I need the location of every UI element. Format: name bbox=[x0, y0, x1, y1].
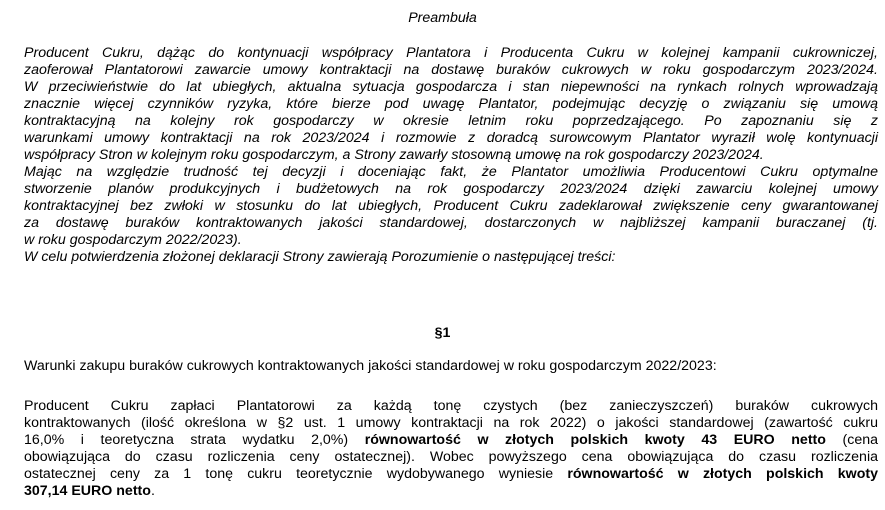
preamble-line: kontraktacyjną na kolejny rok gospodarczy w okresie letnim roku poprzedzającego. Po zapoznaniu się z bbox=[24, 113, 878, 129]
body-text: ostatecznej ceny za 1 tonę cukru teoretycznie wydobywanego wyniesie bbox=[24, 466, 568, 482]
body-line bbox=[24, 483, 155, 500]
preamble-line: Producent Cukru, dążąc do kontynuacji współpracy Plantatora i Producenta Cukru w kolejnej kampanii cukrowniczej, bbox=[24, 45, 878, 61]
preamble-line: stworzenie planów produkcyjnych i budżetowych na rok gospodarczy 2023/2024 dzięki zawarciu kolejnej umowy bbox=[24, 181, 878, 197]
body-text: 16,0% i teoretyczna strata wydatku 2,0%) bbox=[24, 432, 365, 448]
body-text: . bbox=[150, 483, 155, 499]
body-line bbox=[24, 466, 878, 483]
price-bold: równowartość w złotych polskich kwoty 43 EURO netto bbox=[364, 432, 826, 448]
preamble-line: Mając na względzie trudność tej decyzji i doceniając fakt, że Plantator umożliwia Producentowi Cukru optymalne bbox=[24, 164, 878, 180]
body-line: Producent Cukru zapłaci Plantatorowi za każdą tonę czystych (bez zanieczyszczeń) buraków cukrowych bbox=[24, 398, 878, 414]
preamble-line: w roku gospodarczym 2022/2023). bbox=[24, 232, 242, 248]
preamble-line: zaoferował Plantatorowi zawarcie umowy kontraktacji na dostawę buraków cukrowych w roku gospodarczym 2023/2024. bbox=[24, 62, 878, 78]
section-number: §1 bbox=[434, 325, 451, 341]
preamble-line: W przeciwieństwie do lat ubiegłych, aktualna sytuacja gospodarcza i stan niepewności na rynkach rolnych wprowadzają bbox=[24, 79, 878, 95]
body-line bbox=[24, 432, 878, 449]
body-line: kontraktowanych (ilość określona w §2 ust. 1 umowy kontraktacji na rok 2022) o jakości standardowej (zawartość cukru bbox=[24, 415, 878, 431]
preamble-line: współpracy Stron w kolejnym roku gospodarczym, a Strony zawarły stosowną umowę na rok gospodarczy 2023/2024. bbox=[24, 147, 764, 163]
preamble-line: za dostawę buraków kontraktowanych jakości standardowej, dostarczonych w najbliższej kampanii buraczanej (tj. bbox=[24, 215, 878, 231]
body-text: (cena bbox=[825, 432, 878, 448]
preamble-line: warunkami umowy kontraktacji na rok 2023/2024 i rozmowie z doradcą surowcowym Plantator wyraził wolę kontynuacji bbox=[24, 130, 878, 146]
section-heading: Warunki zakupu buraków cukrowych kontraktowanych jakości standardowej w roku gospodarczym 2022/2023: bbox=[24, 358, 717, 374]
preamble-line: W celu potwierdzenia złożonej deklaracji Strony zawierają Porozumienie o następującej treści: bbox=[24, 249, 616, 265]
preamble-line: kontraktacyjnej bez zwłoki w stosunku do lat ubiegłych, Producent Cukru zadeklarował zwiększenie ceny gwarantowanej bbox=[24, 198, 878, 214]
price-bold: 307,14 EURO netto bbox=[24, 483, 151, 499]
preamble-line: znacznie więcej czynników ryzyka, które bierze pod uwagę Plantator, podejmując decyzję o związaniu się umową bbox=[24, 96, 878, 112]
preamble-title: Preambuła bbox=[408, 10, 477, 26]
price-bold: równowartość w złotych polskich kwoty bbox=[567, 466, 878, 482]
body-line: obowiązująca do czasu rozliczenia ceny ostatecznej). Wobec powyższego cena obowiązująca do czasu rozliczenia bbox=[24, 449, 878, 465]
